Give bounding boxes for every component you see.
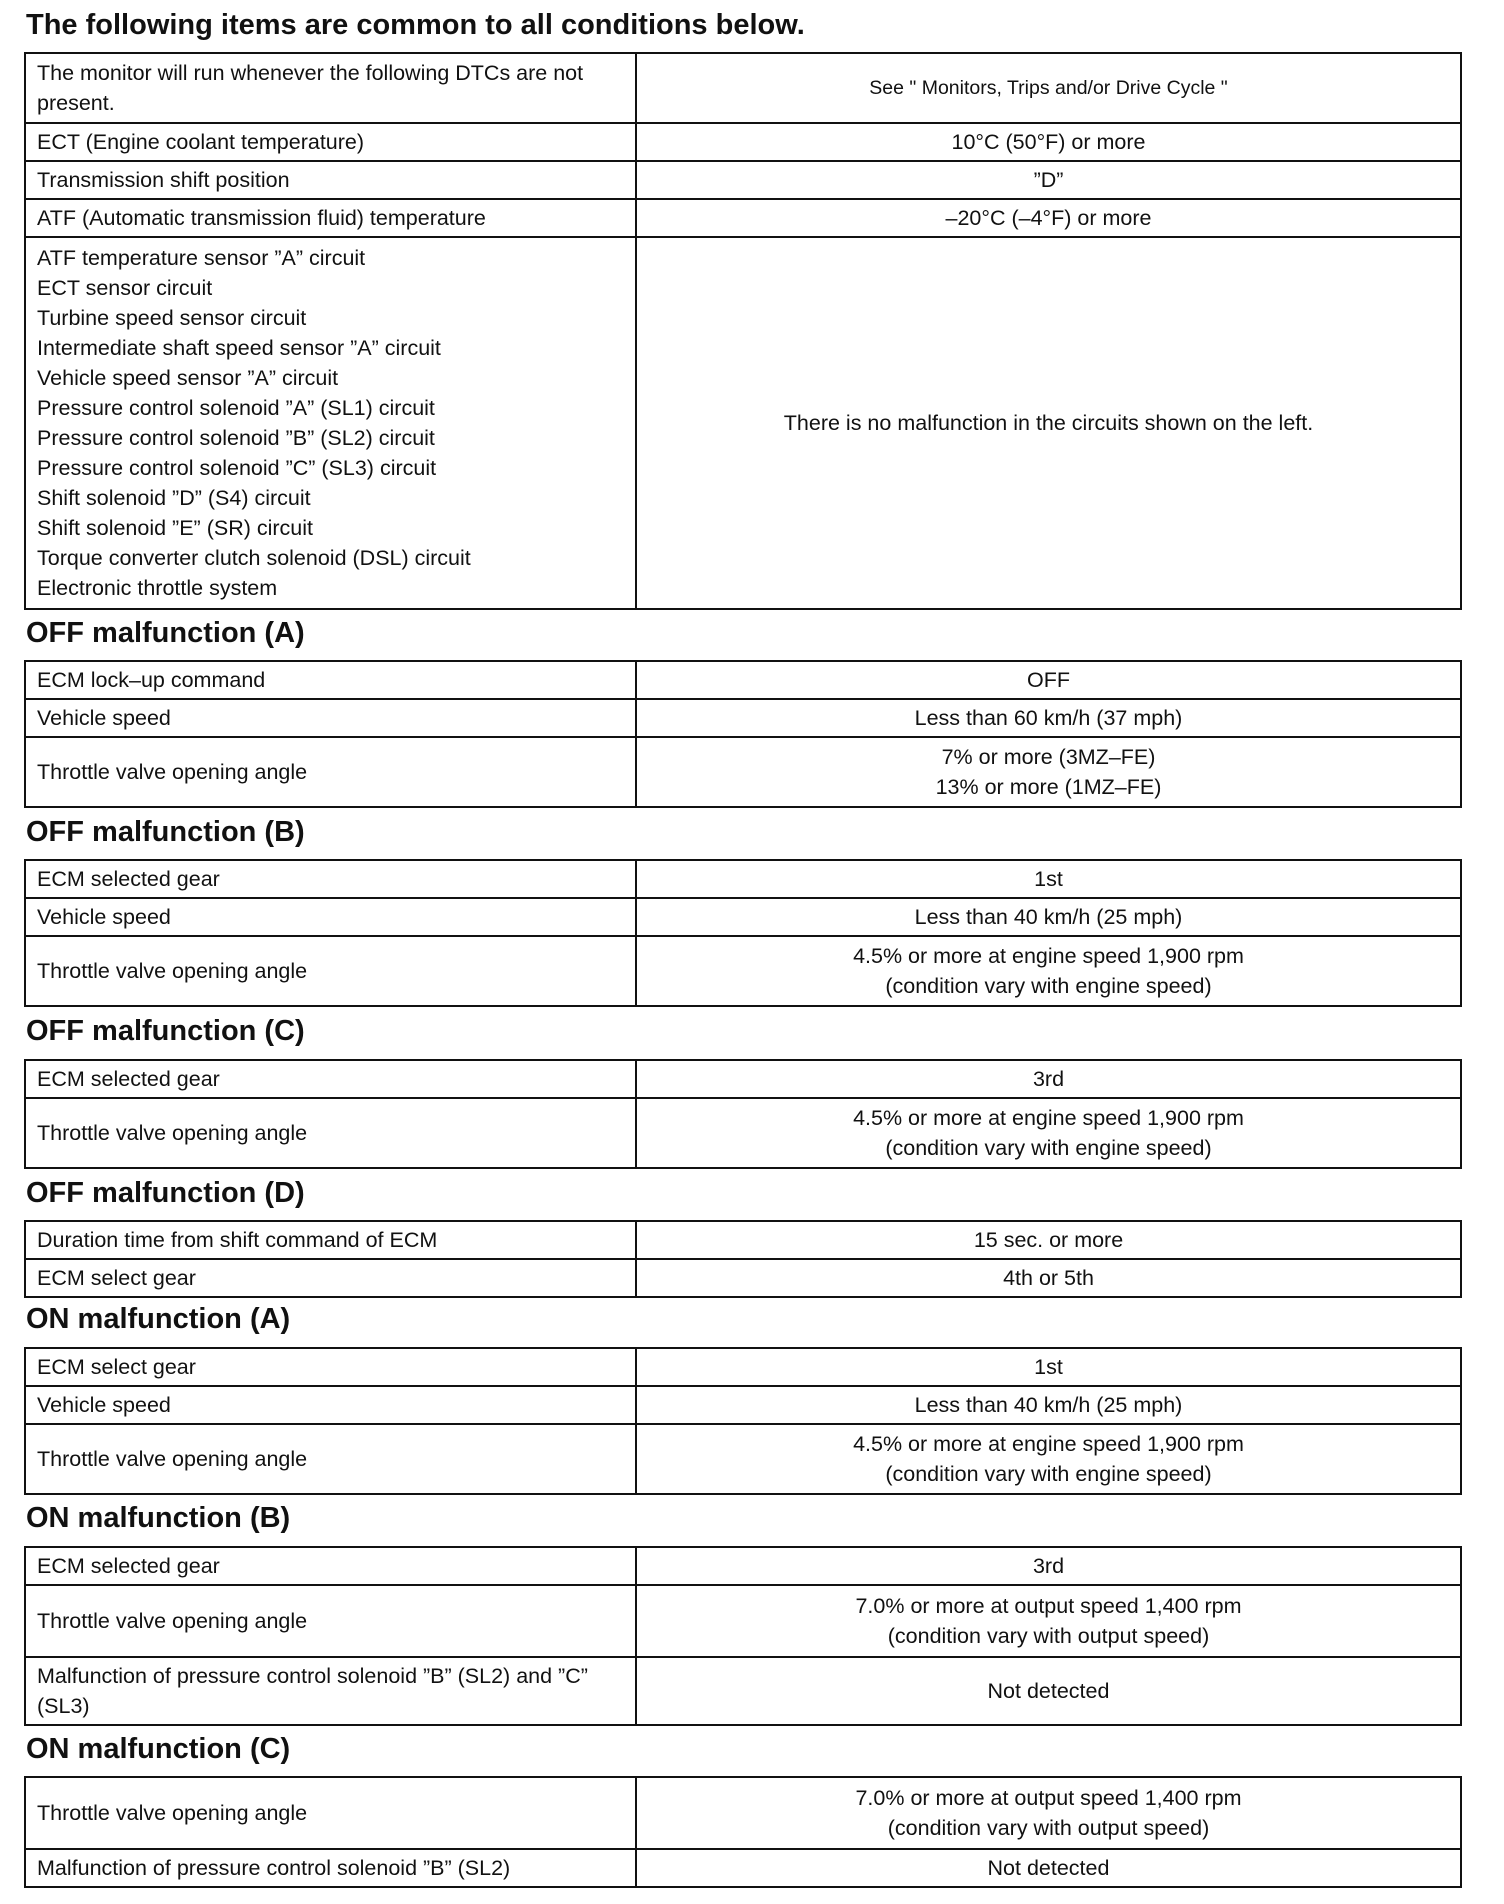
condition-value: Not detected	[636, 1849, 1461, 1887]
circuit-item: ECT sensor circuit	[37, 276, 213, 300]
condition-item: Throttle valve opening angle	[25, 1585, 636, 1657]
condition-value	[636, 1424, 1461, 1494]
condition-item: The monitor will run whenever the following DTCs are not present.	[25, 53, 636, 123]
table-row	[25, 1777, 1461, 1849]
circuit-item: Shift solenoid ”E” (SR) circuit	[37, 516, 313, 540]
table-row	[25, 898, 1461, 936]
section-heading-off-a: OFF malfunction (A)	[26, 617, 305, 649]
value-line: (condition vary with output speed)	[887, 1816, 1210, 1840]
value-line: 13% or more (1MZ–FE)	[935, 775, 1162, 799]
circuit-item: Vehicle speed sensor ”A” circuit	[37, 366, 339, 390]
condition-value: 10°C (50°F) or more	[636, 123, 1461, 161]
table-row	[25, 699, 1461, 737]
condition-value: 15 sec. or more	[636, 1221, 1461, 1259]
on-malfunction-c-table	[24, 1776, 1462, 1888]
condition-value: Less than 40 km/h (25 mph)	[636, 898, 1461, 936]
condition-item: Throttle valve opening angle	[25, 1777, 636, 1849]
value-line: 4.5% or more at engine speed 1,900 rpm	[853, 1106, 1244, 1130]
condition-item: Throttle valve opening angle	[25, 1424, 636, 1494]
circuit-item: Intermediate shaft speed sensor ”A” circuit	[37, 336, 441, 360]
condition-value: 3rd	[636, 1547, 1461, 1585]
condition-value: Less than 40 km/h (25 mph)	[636, 1386, 1461, 1424]
common-conditions-table	[24, 52, 1462, 610]
table-row	[25, 1585, 1461, 1657]
circuit-list	[25, 237, 636, 609]
off-malfunction-b-table	[24, 859, 1462, 1007]
condition-item: ATF (Automatic transmission fluid) temperature	[25, 199, 636, 237]
off-malfunction-c-table	[24, 1059, 1462, 1169]
condition-value: –20°C (–4°F) or more	[636, 199, 1461, 237]
condition-item: ECM select gear	[25, 1348, 636, 1386]
section-heading-on-c: ON malfunction (C)	[26, 1733, 291, 1765]
condition-value: ”D”	[636, 161, 1461, 199]
table-row	[25, 860, 1461, 898]
condition-value: 1st	[636, 1348, 1461, 1386]
circuit-item: Torque converter clutch solenoid (DSL) circuit	[37, 546, 471, 570]
condition-item: Malfunction of pressure control solenoid ”B” (SL2) and ”C” (SL3)	[25, 1657, 636, 1725]
circuit-item: Pressure control solenoid ”B” (SL2) circuit	[37, 426, 435, 450]
table-row	[25, 1657, 1461, 1725]
circuit-item: ATF temperature sensor ”A” circuit	[37, 246, 366, 270]
condition-item: Vehicle speed	[25, 699, 636, 737]
table-row	[25, 1547, 1461, 1585]
table-row	[25, 1060, 1461, 1098]
circuit-item: Pressure control solenoid ”C” (SL3) circuit	[37, 456, 437, 480]
condition-item: ECM selected gear	[25, 1547, 636, 1585]
condition-item: Vehicle speed	[25, 1386, 636, 1424]
condition-value: There is no malfunction in the circuits shown on the left.	[636, 237, 1461, 609]
value-line: 7.0% or more at output speed 1,400 rpm	[855, 1786, 1242, 1810]
table-row	[25, 237, 1461, 609]
condition-item: Duration time from shift command of ECM	[25, 1221, 636, 1259]
table-row	[25, 1098, 1461, 1168]
on-malfunction-b-table	[24, 1546, 1462, 1726]
condition-value: Less than 60 km/h (37 mph)	[636, 699, 1461, 737]
value-line: (condition vary with output speed)	[887, 1624, 1210, 1648]
section-heading-on-b: ON malfunction (B)	[26, 1502, 291, 1534]
table-row	[25, 1221, 1461, 1259]
circuit-item: Pressure control solenoid ”A” (SL1) circuit	[37, 396, 435, 420]
value-line: (condition vary with engine speed)	[885, 1136, 1212, 1160]
table-row	[25, 936, 1461, 1006]
condition-value: See " Monitors, Trips and/or Drive Cycle "	[636, 53, 1461, 123]
condition-value: Not detected	[636, 1657, 1461, 1725]
table-row	[25, 1849, 1461, 1887]
condition-item: Throttle valve opening angle	[25, 1098, 636, 1168]
value-line: 4.5% or more at engine speed 1,900 rpm	[853, 944, 1244, 968]
condition-value: 1st	[636, 860, 1461, 898]
table-row	[25, 1259, 1461, 1297]
condition-value: 3rd	[636, 1060, 1461, 1098]
condition-value	[636, 737, 1461, 807]
condition-value	[636, 936, 1461, 1006]
condition-value: OFF	[636, 661, 1461, 699]
off-malfunction-a-table	[24, 660, 1462, 808]
table-row	[25, 661, 1461, 699]
condition-item: ECM selected gear	[25, 860, 636, 898]
value-line: 4.5% or more at engine speed 1,900 rpm	[853, 1432, 1244, 1456]
table-row	[25, 199, 1461, 237]
section-heading-on-a: ON malfunction (A)	[26, 1303, 291, 1335]
condition-item: ECM lock–up command	[25, 661, 636, 699]
on-malfunction-a-table	[24, 1347, 1462, 1495]
condition-item: ECT (Engine coolant temperature)	[25, 123, 636, 161]
circuit-item: Electronic throttle system	[37, 576, 278, 600]
table-row	[25, 161, 1461, 199]
section-heading-off-d: OFF malfunction (D)	[26, 1177, 305, 1209]
condition-item: ECM selected gear	[25, 1060, 636, 1098]
table-row	[25, 1424, 1461, 1494]
table-row	[25, 1348, 1461, 1386]
condition-item: Throttle valve opening angle	[25, 737, 636, 807]
condition-value	[636, 1777, 1461, 1849]
value-line: (condition vary with engine speed)	[885, 1462, 1212, 1486]
off-malfunction-d-table	[24, 1220, 1462, 1298]
value-line: 7% or more (3MZ–FE)	[941, 745, 1156, 769]
table-row	[25, 1386, 1461, 1424]
section-heading-off-b: OFF malfunction (B)	[26, 816, 305, 848]
condition-item: Throttle valve opening angle	[25, 936, 636, 1006]
condition-item: Transmission shift position	[25, 161, 636, 199]
table-row	[25, 123, 1461, 161]
circuit-item: Turbine speed sensor circuit	[37, 306, 307, 330]
condition-value	[636, 1585, 1461, 1657]
condition-item: Vehicle speed	[25, 898, 636, 936]
condition-value	[636, 1098, 1461, 1168]
circuit-item: Shift solenoid ”D” (S4) circuit	[37, 486, 311, 510]
condition-item: ECM select gear	[25, 1259, 636, 1297]
value-line: 7.0% or more at output speed 1,400 rpm	[855, 1594, 1242, 1618]
section-heading-common: The following items are common to all conditions below.	[26, 9, 805, 41]
condition-value: 4th or 5th	[636, 1259, 1461, 1297]
condition-item: Malfunction of pressure control solenoid ”B” (SL2)	[25, 1849, 636, 1887]
table-row	[25, 53, 1461, 123]
table-row	[25, 737, 1461, 807]
section-heading-off-c: OFF malfunction (C)	[26, 1015, 305, 1047]
value-line: (condition vary with engine speed)	[885, 974, 1212, 998]
